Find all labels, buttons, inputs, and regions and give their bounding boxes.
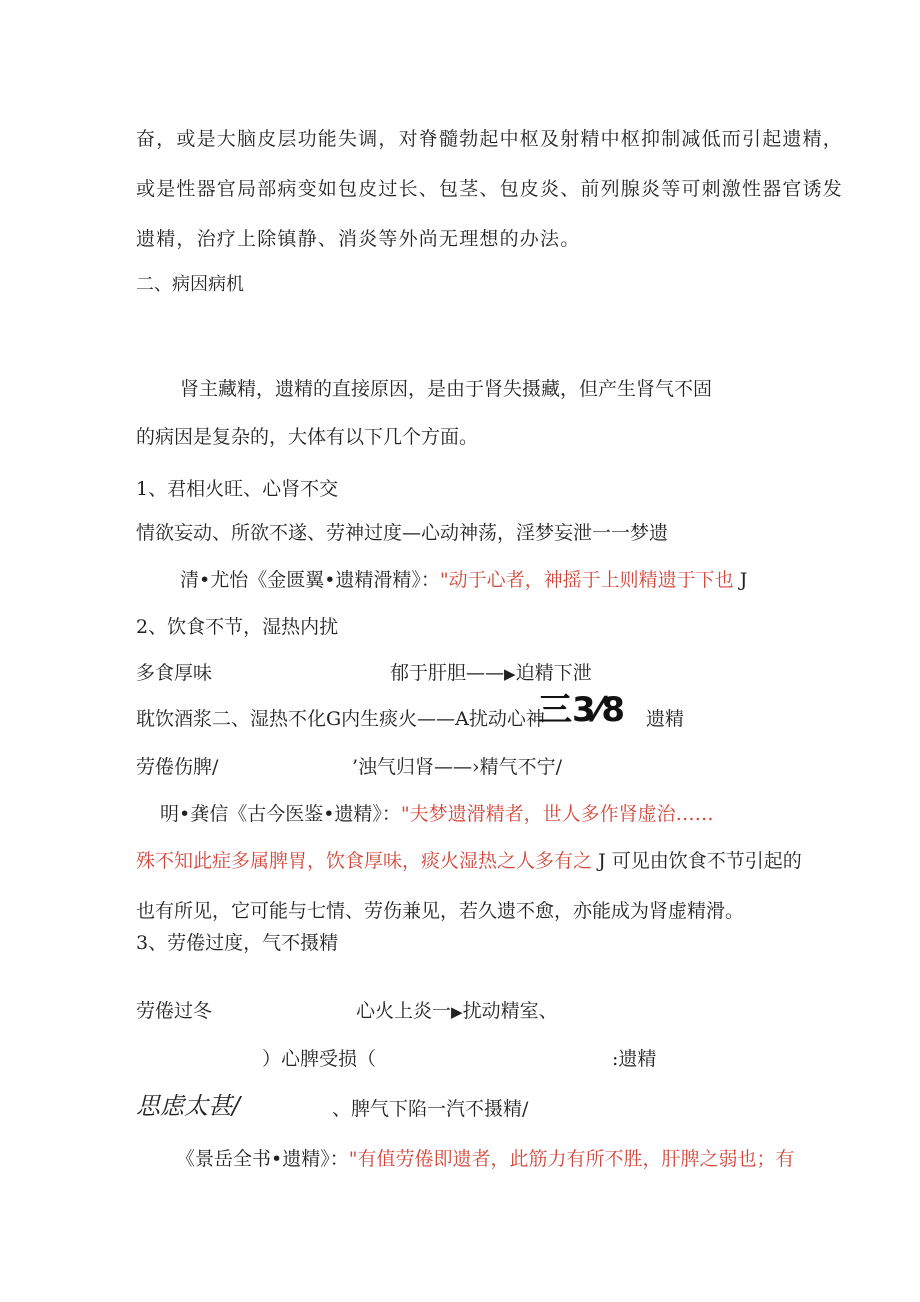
cause3-row1-left: 劳倦过冬 — [136, 1000, 213, 1022]
cause2-row1-right — [390, 660, 592, 687]
cause3-row2-right: :遗精 — [612, 1048, 657, 1070]
cause2-row3-left: 劳倦伤脾/ — [136, 756, 219, 778]
cause2-heading: 2、饮食不节，湿热内扰 — [136, 616, 339, 638]
cause1-heading: 1、君相火旺、心肾不交 — [136, 478, 339, 500]
quote-source: 《景岳全书•遗精》： — [176, 1148, 349, 1170]
cause3-row2-mid: ）心脾受损（ — [262, 1048, 377, 1070]
quote-text: "夫梦遗滑精者，世人多作肾虚治…… — [400, 803, 714, 825]
cause1-quote — [180, 567, 747, 593]
cause2-row2: 耽饮酒浆二、湿热不化G内生痰火——A扰动心神 — [136, 708, 545, 730]
cause3-quote — [176, 1146, 794, 1172]
quote-text: "动于心者，神摇于上则精遗于下也 — [439, 569, 734, 591]
cause3-row3-left: 思虑太甚/ — [136, 1092, 241, 1120]
arrow-right-icon: ▶ — [451, 1003, 463, 1021]
quote-end-mark: J — [739, 569, 748, 591]
cause1-flow: 情欲妄动、所欲不遂、劳神过度—心动神荡，淫梦妄泄一一梦遗 — [136, 522, 669, 544]
intro-line-2: 的病因是复杂的，大体有以下几个方面。 — [136, 426, 479, 448]
paragraph-line-2: 或是性器官局部病变如包皮过长、包茎、包皮炎、前列腺炎等可刺激性器官诱发 — [136, 178, 844, 200]
flow-result: 扰动精室、 — [462, 1000, 558, 1022]
cause3-row1-right — [356, 998, 558, 1025]
cause2-quote — [160, 801, 714, 827]
cause3-row3-right: 、脾气下陷一汽不摄精/ — [332, 1098, 529, 1120]
flow-text: 郁于肝胆—— — [390, 662, 505, 684]
cause3-heading: 3、劳倦过度，气不摄精 — [136, 932, 339, 954]
cause2-row3-right: ’浊气归肾——›精气不宁/ — [352, 756, 563, 778]
cause2-conclusion: 也有所见，它可能与七情、劳伤兼见，若久遗不愈，亦能成为肾虚精滑。 — [136, 900, 745, 922]
paragraph-line-1: 奋，或是大脑皮层功能失调，对脊髓勃起中枢及射精中枢抑制减低而引起遗精， — [136, 128, 844, 150]
cause2-row2-result: 遗精 — [646, 708, 685, 730]
cause2-row1-left: 多食厚味 — [136, 662, 213, 684]
flow-result: 迫精下泄 — [515, 662, 592, 684]
quote-end-mark: J — [598, 850, 606, 872]
conclusion-text: 可见由饮食不节引起的 — [611, 850, 802, 872]
cause2-quote-continued — [136, 848, 802, 874]
quote-text: "有值劳倦即遗者，此筋力有所不胜，肝脾之弱也；有 — [348, 1148, 795, 1170]
garbled-glyph: 三3⁄8 — [538, 690, 625, 730]
section-heading: 二、病因病机 — [136, 274, 244, 295]
arrow-right-icon: ▶ — [504, 665, 516, 683]
quote-text: 殊不知此症多属脾胃，饮食厚味，痰火湿热之人多有之 — [136, 850, 593, 872]
paragraph-line-3: 遗精，治疗上除镇静、消炎等外尚无理想的办法。 — [136, 228, 581, 250]
quote-source: 明•龚信《古今医鉴•遗精》： — [160, 803, 401, 825]
flow-text: 心火上炎一 — [356, 1000, 452, 1022]
quote-source: 清•尤怡《金匮翼•遗精滑精》： — [180, 569, 440, 591]
intro-line-1: 肾主藏精，遗精的直接原因，是由于肾失摄藏，但产生肾气不固 — [180, 378, 713, 400]
